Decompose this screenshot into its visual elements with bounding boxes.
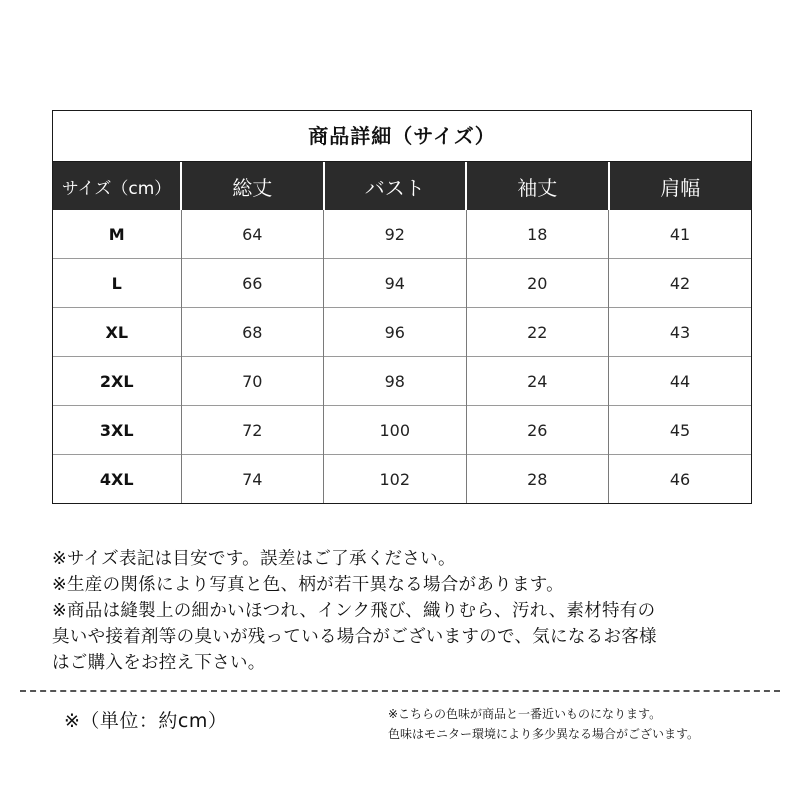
- shoulder-cell: 46: [609, 455, 752, 504]
- table-row: [53, 210, 751, 259]
- note-line: 臭いや接着剤等の臭いが残っている場合がございますので、気になるお客様: [52, 627, 657, 647]
- sleeve-cell: 20: [466, 259, 609, 308]
- sleeve-cell: 28: [466, 455, 609, 504]
- sleeve-cell: 22: [466, 308, 609, 357]
- length-cell: 64: [181, 210, 324, 259]
- size-cell: 3XL: [53, 406, 181, 455]
- note-line: はご購入をお控え下さい。: [52, 653, 266, 673]
- header-shoulder: 肩幅: [609, 162, 752, 210]
- table-row: [53, 455, 751, 504]
- header-size: サイズ（cm）: [53, 162, 181, 210]
- size-cell: 2XL: [53, 357, 181, 406]
- bust-cell: 102: [324, 455, 467, 504]
- length-cell: 66: [181, 259, 324, 308]
- table-row: [53, 357, 751, 406]
- note-line: ※生産の関係により写真と色、柄が若干異なる場合があります。: [52, 575, 564, 595]
- header-row: [53, 162, 751, 210]
- dashed-divider: [20, 690, 780, 692]
- color-note-line: 色味はモニター環境により多少異なる場合がございます。: [388, 727, 700, 741]
- sleeve-cell: 26: [466, 406, 609, 455]
- header-sleeve: 袖丈: [466, 162, 609, 210]
- header-length: 総丈: [181, 162, 324, 210]
- note-line: ※商品は縫製上の細かいほつれ、インク飛び、織りむら、汚れ、素材特有の: [52, 601, 656, 621]
- color-note-line: ※こちらの色味が商品と一番近いものになります。: [388, 707, 662, 721]
- size-cell: M: [108, 224, 125, 244]
- size-cell: 4XL: [53, 455, 181, 504]
- unit-note: ※（単位：約cm）: [64, 710, 228, 732]
- shoulder-cell: 44: [609, 357, 752, 406]
- table-row: [53, 259, 751, 308]
- bust-cell: 92: [324, 210, 467, 259]
- shoulder-cell: 42: [609, 259, 752, 308]
- size-cell: XL: [53, 308, 181, 357]
- bust-cell: 96: [324, 308, 467, 357]
- table-row: [53, 406, 751, 455]
- size-chart: [52, 110, 752, 504]
- product-notes: [52, 546, 782, 676]
- color-note: [388, 704, 788, 744]
- length-cell: 72: [181, 406, 324, 455]
- bust-cell: 98: [324, 357, 467, 406]
- shoulder-cell: 41: [609, 210, 752, 259]
- length-cell: 68: [181, 308, 324, 357]
- size-cell: L: [53, 259, 181, 308]
- header-bust: バスト: [324, 162, 467, 210]
- table-title: 商品詳細（サイズ）: [53, 111, 751, 162]
- bust-cell: 100: [324, 406, 467, 455]
- length-cell: 70: [181, 357, 324, 406]
- length-cell: 74: [181, 455, 324, 504]
- bust-cell: 94: [324, 259, 467, 308]
- size-table: [53, 162, 751, 503]
- sleeve-cell: 18: [466, 210, 609, 259]
- table-row: [53, 308, 751, 357]
- sleeve-cell: 24: [466, 357, 609, 406]
- note-line: ※サイズ表記は目安です。誤差はご了承ください。: [52, 549, 456, 569]
- shoulder-cell: 43: [609, 308, 752, 357]
- shoulder-cell: 45: [609, 406, 752, 455]
